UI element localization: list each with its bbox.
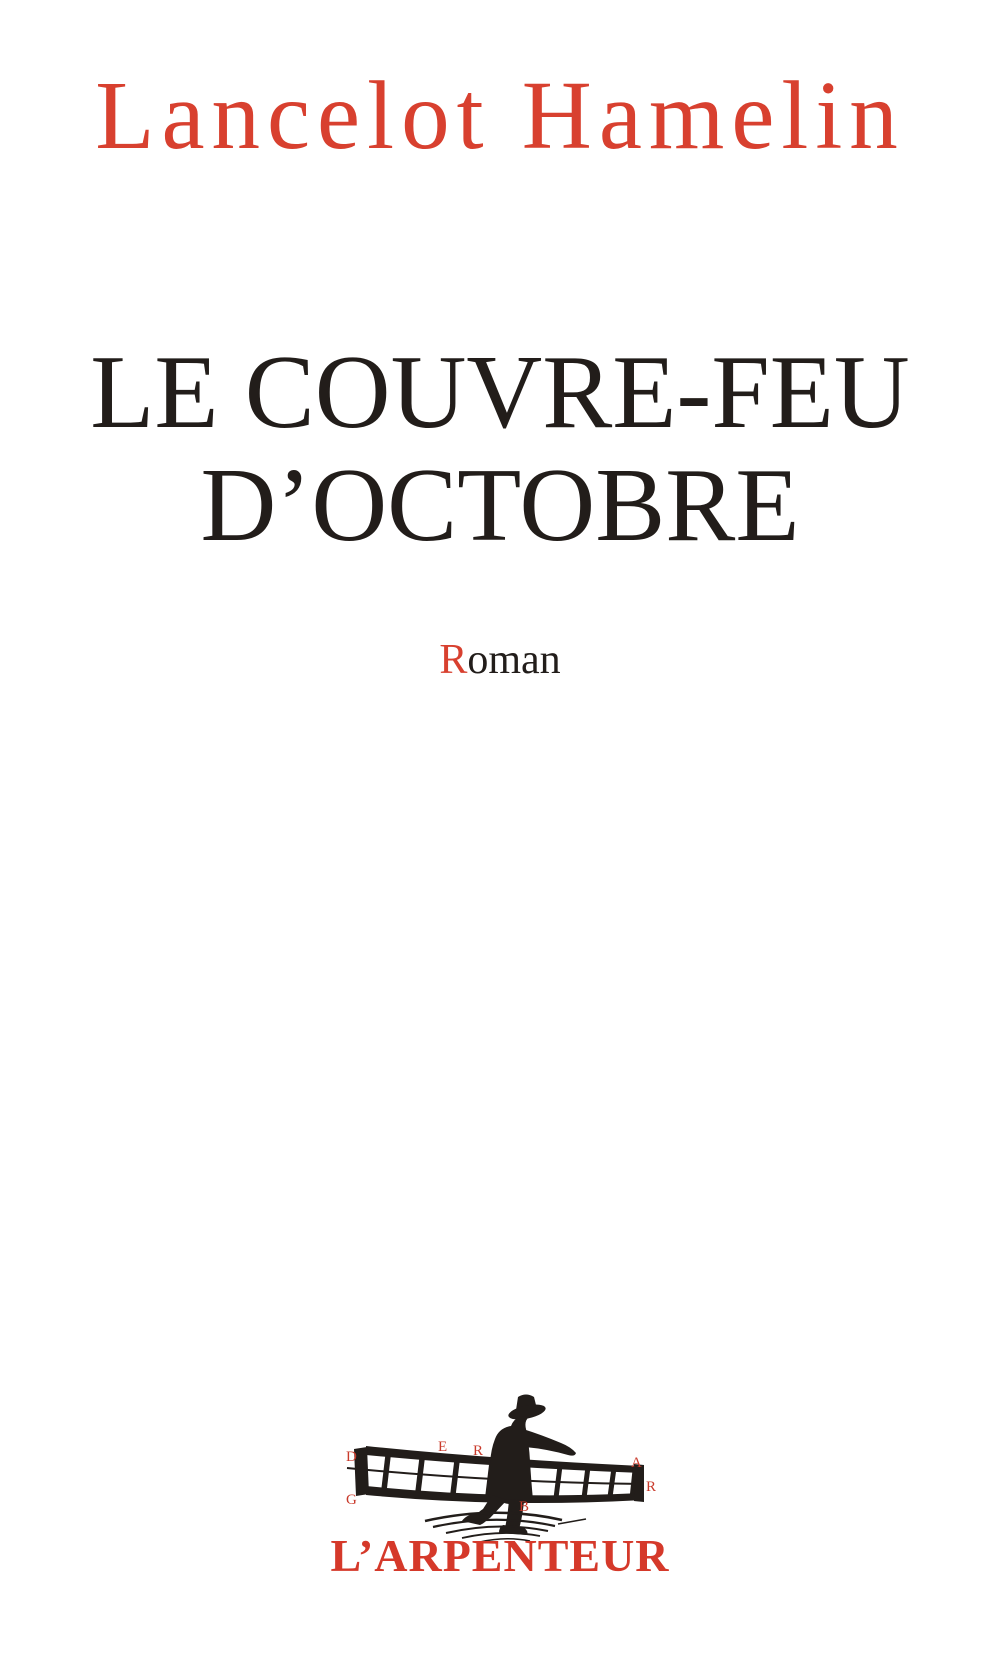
genre-rest: oman <box>467 637 561 683</box>
author-name: Lancelot Hamelin <box>95 62 905 169</box>
genre-initial: R <box>439 637 468 683</box>
book-title-line-1: LE COUVRE-FEU <box>90 333 910 450</box>
logo-letter-r1: R <box>473 1443 484 1459</box>
genre-label <box>0 639 1000 681</box>
imprint-name: L’ARPENTEUR <box>330 1530 670 1581</box>
logo-letter-a: A <box>631 1455 642 1471</box>
logo-letter-e: E <box>438 1439 448 1455</box>
logo-letter-r2: R <box>646 1479 657 1495</box>
logo-letter-d: D <box>346 1449 357 1465</box>
book-title <box>0 335 1000 561</box>
logo-letter-b: B <box>519 1499 530 1515</box>
logo-letter-g: G <box>346 1492 357 1508</box>
book-title-line-2: D’OCTOBRE <box>200 446 800 563</box>
